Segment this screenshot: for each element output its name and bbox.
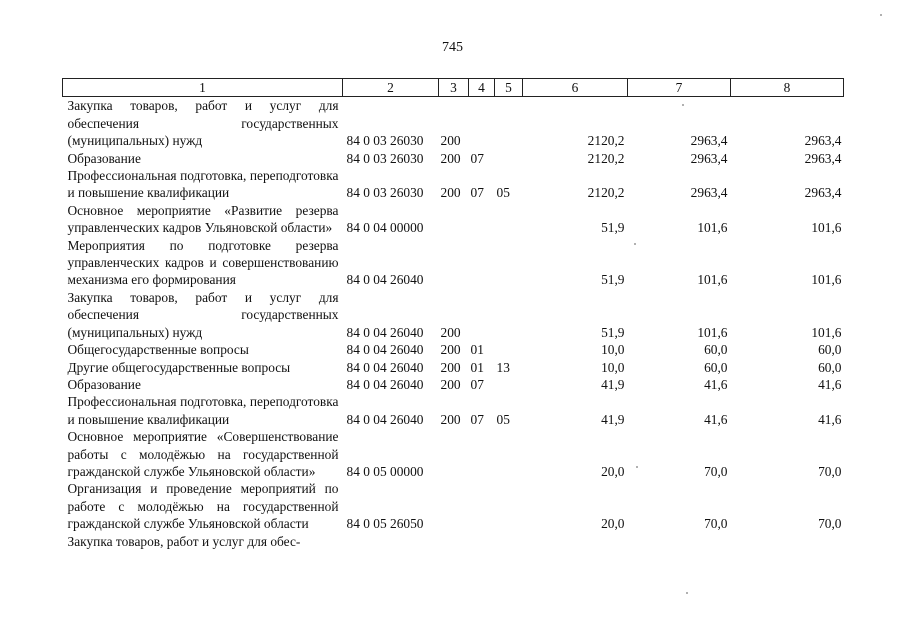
table-row	[63, 289, 844, 341]
expense-type-cell	[439, 237, 469, 289]
table-row	[63, 97, 844, 150]
amount-col7-cell: 70,0	[704, 463, 728, 479]
target-article-cell: 84 0 04 26040	[346, 324, 424, 340]
expense-type-cell: 200	[440, 185, 461, 201]
section-cell	[469, 97, 495, 150]
target-article-cell: 84 0 05 26050	[346, 516, 424, 532]
target-article-cell: 84 0 04 00000	[346, 220, 424, 236]
expense-type-cell: 200	[440, 150, 461, 166]
budget-table	[62, 78, 844, 550]
amount-col8-cell: 41,6	[818, 376, 842, 392]
table-row	[63, 376, 844, 393]
subsection-cell	[495, 376, 523, 393]
expense-type-cell: 200	[440, 359, 461, 375]
row-name-cell: Общегосударственные вопросы	[67, 342, 249, 358]
amount-col6-cell: 20,0	[601, 516, 625, 532]
amount-col7-cell: 2963,4	[690, 133, 728, 149]
row-name-cell: Образование	[67, 376, 141, 392]
amount-col8-cell: 2963,4	[804, 185, 842, 201]
subsection-cell: 05	[496, 411, 510, 427]
table-row	[63, 533, 844, 550]
amount-col7-cell	[628, 533, 731, 550]
row-name-cell: Образование	[67, 150, 141, 166]
target-article-cell: 84 0 03 26030	[346, 185, 424, 201]
amount-col7-cell: 101,6	[697, 220, 728, 236]
table-row	[63, 341, 844, 358]
amount-col7-cell: 2963,4	[690, 185, 728, 201]
amount-col7-cell: 60,0	[704, 359, 728, 375]
subsection-cell	[495, 533, 523, 550]
subsection-cell	[495, 341, 523, 358]
amount-col6-cell: 2120,2	[587, 185, 625, 201]
target-article-cell: 84 0 04 26040	[346, 411, 424, 427]
table-row	[63, 359, 844, 376]
target-article-cell: 84 0 03 26030	[346, 150, 424, 166]
amount-col8-cell: 101,6	[811, 220, 842, 236]
amount-col7-cell: 41,6	[704, 411, 728, 427]
column-header: 3	[439, 79, 469, 97]
row-name-cell: Другие общегосударственные вопросы	[67, 359, 291, 375]
amount-col6-cell: 10,0	[601, 342, 625, 358]
subsection-cell: 13	[496, 359, 510, 375]
section-cell	[469, 428, 495, 480]
section-cell: 01	[470, 342, 484, 358]
section-cell: 07	[470, 376, 484, 392]
scan-speck	[682, 104, 684, 106]
amount-col8-cell: 70,0	[818, 463, 842, 479]
table-row	[63, 480, 844, 532]
target-article-cell: 84 0 04 26040	[346, 376, 424, 392]
expense-type-cell: 200	[440, 324, 461, 340]
column-header: 8	[731, 79, 844, 97]
amount-col8-cell: 60,0	[818, 359, 842, 375]
expense-type-cell	[439, 202, 469, 237]
table-row	[63, 393, 844, 428]
amount-col8-cell: 70,0	[818, 516, 842, 532]
table-header-row	[63, 79, 844, 97]
target-article-cell: 84 0 04 26040	[346, 359, 424, 375]
row-name-cell: Основное мероприятие «Развитие резерва управленческих кадров Ульяновской области»	[67, 202, 339, 236]
table-row	[63, 428, 844, 480]
column-header: 7	[628, 79, 731, 97]
scan-speck	[634, 243, 636, 245]
row-name-cell: Профессиональная подготовка, переподготовка и повышение квалификации	[67, 394, 339, 427]
column-header: 5	[495, 79, 523, 97]
subsection-cell	[495, 428, 523, 480]
expense-type-cell: 200	[440, 342, 461, 358]
subsection-cell	[495, 202, 523, 237]
amount-col6-cell: 10,0	[601, 359, 625, 375]
amount-col7-cell: 70,0	[704, 516, 728, 532]
column-header: 2	[343, 79, 439, 97]
target-article-cell: 84 0 03 26030	[346, 133, 424, 149]
amount-col7-cell: 60,0	[704, 342, 728, 358]
subsection-cell	[495, 237, 523, 289]
section-cell: 07	[470, 150, 484, 166]
amount-col7-cell: 41,6	[704, 376, 728, 392]
amount-col7-cell: 2963,4	[690, 150, 728, 166]
column-header: 6	[523, 79, 628, 97]
column-header: 1	[63, 79, 343, 97]
target-article-cell: 84 0 05 00000	[346, 463, 424, 479]
section-cell: 01	[470, 359, 484, 375]
expense-type-cell	[439, 480, 469, 532]
section-cell	[469, 533, 495, 550]
subsection-cell	[495, 150, 523, 167]
amount-col8-cell: 41,6	[818, 411, 842, 427]
subsection-cell	[495, 289, 523, 341]
row-name-cell: Профессиональная подготовка, переподготовка и повышение квалификации	[67, 168, 339, 201]
section-cell: 07	[470, 185, 484, 201]
section-cell	[469, 289, 495, 341]
amount-col7-cell: 101,6	[697, 272, 728, 288]
section-cell: 07	[470, 411, 484, 427]
subsection-cell: 05	[496, 185, 510, 201]
expense-type-cell	[439, 428, 469, 480]
column-header: 4	[469, 79, 495, 97]
amount-col6-cell: 51,9	[601, 220, 625, 236]
scan-speck	[686, 592, 688, 594]
table-row	[63, 237, 844, 289]
amount-col8-cell: 101,6	[811, 272, 842, 288]
row-name-cell: Основное мероприятие «Совершенствование работы с молодёжью на государственной гражданской службе Ульяновской области»	[67, 429, 339, 479]
amount-col7-cell: 101,6	[697, 324, 728, 340]
expense-type-cell: 200	[440, 411, 461, 427]
expense-type-cell: 200	[440, 133, 461, 149]
scan-speck	[636, 466, 638, 468]
row-name-cell: Организация и проведение мероприятий по работе с молодёжью на государственной гражданской службе Ульяновской области	[67, 481, 339, 532]
row-name-cell: Закупка товаров, работ и услуг для обеспечения государственных (муниципальных) нужд	[67, 289, 339, 340]
table-row	[63, 167, 844, 202]
section-cell	[469, 237, 495, 289]
target-article-cell: 84 0 04 26040	[346, 342, 424, 358]
expense-type-cell	[439, 533, 469, 550]
amount-col6-cell: 2120,2	[587, 133, 625, 149]
target-article-cell: 84 0 04 26040	[346, 272, 424, 288]
section-cell	[469, 480, 495, 532]
row-name-cell: Закупка товаров, работ и услуг для обеспечения государственных (муниципальных) нужд	[67, 98, 339, 149]
amount-col8-cell: 2963,4	[804, 133, 842, 149]
amount-col8-cell: 101,6	[811, 324, 842, 340]
amount-col6-cell: 51,9	[601, 272, 625, 288]
amount-col6-cell: 41,9	[601, 411, 625, 427]
amount-col6-cell	[523, 533, 628, 550]
table-row	[63, 150, 844, 167]
target-article-cell	[343, 533, 439, 550]
row-name-cell: Мероприятия по подготовке резерва управленческих кадров и совершенствованию механизма его формирования	[67, 237, 339, 288]
subsection-cell	[495, 97, 523, 150]
page-number: 745	[442, 40, 463, 55]
amount-col8-cell: 60,0	[818, 342, 842, 358]
amount-col6-cell: 2120,2	[587, 150, 625, 166]
amount-col6-cell: 51,9	[601, 324, 625, 340]
amount-col6-cell: 41,9	[601, 376, 625, 392]
section-cell	[469, 202, 495, 237]
amount-col6-cell: 20,0	[601, 463, 625, 479]
table-row	[63, 202, 844, 237]
row-name-cell: Закупка товаров, работ и услуг для обес-	[67, 533, 301, 549]
amount-col8-cell: 2963,4	[804, 150, 842, 166]
scan-speck	[880, 14, 882, 16]
subsection-cell	[495, 480, 523, 532]
amount-col8-cell	[731, 533, 844, 550]
expense-type-cell: 200	[440, 376, 461, 392]
